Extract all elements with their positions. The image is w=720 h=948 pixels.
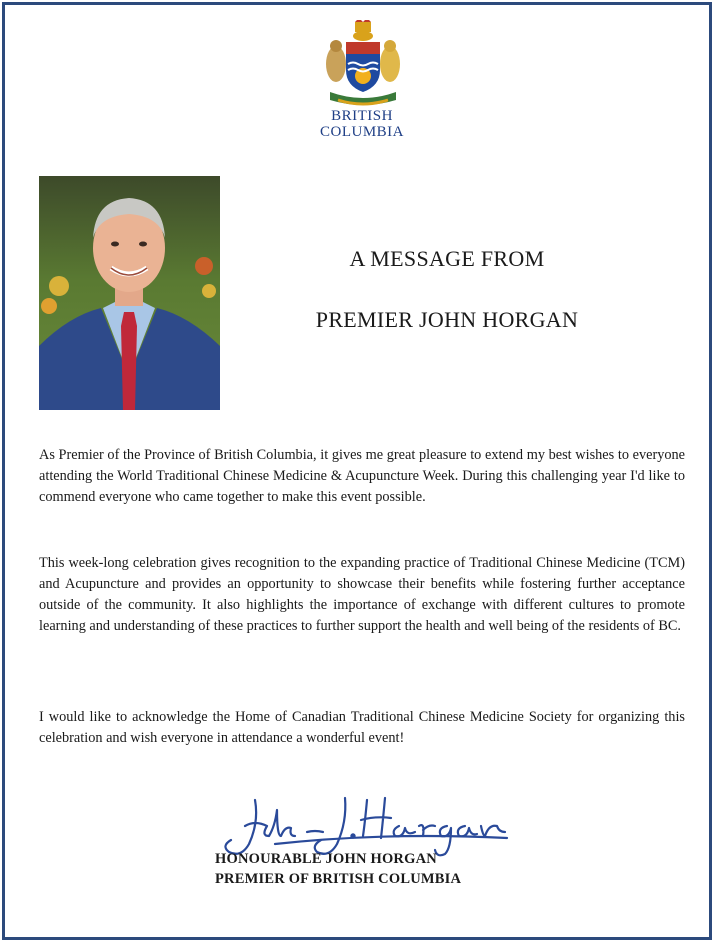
crest-line-1: BRITISH [331, 108, 393, 124]
paragraph-3: I would like to acknowledge the Home of Canadian Traditional Chinese Medicine Society for organizing this celebration and wish everyone in attendance a wonderful event! [39, 709, 685, 746]
crest-wordmark [300, 108, 424, 140]
bc-coat-of-arms-logo [318, 20, 408, 110]
paragraph-2: This week-long celebration gives recognition to the expanding practice of Traditional Chinese Medicine (TCM) and Acupuncture and provides an opportunity to showcase their benefits while fostering further acceptance outside of the community. It also highlights the importance of exchange with different cultures to promote learning and understanding of these practices to further support the health and well being of the residents of BC. [39, 555, 685, 634]
message-heading-line-1: A MESSAGE FROM [349, 246, 545, 271]
paragraph-1: As Premier of the Province of British Columbia, it gives me great pleasure to extend my best wishes to everyone attending the World Traditional Chinese Medicine & Acupuncture Week. During this challenging year I'd like to commend everyone who came together to make this event possible. [39, 447, 685, 505]
crest-line-2: COLUMBIA [319, 124, 404, 140]
premier-portrait-photo [39, 176, 220, 410]
signatory-title: PREMIER OF BRITISH COLUMBIA [215, 871, 462, 887]
signatory-name: HONOURABLE JOHN HORGAN [215, 851, 437, 867]
message-heading-line-2: PREMIER JOHN HORGAN [315, 307, 579, 332]
